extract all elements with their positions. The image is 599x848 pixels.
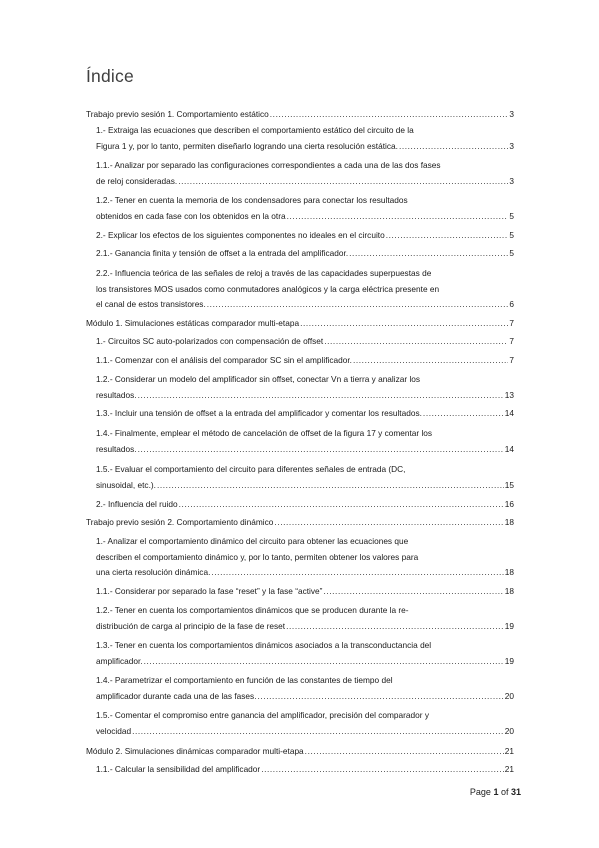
toc-entry-line: 2.2.- Influencia teórica de las señales de reloj a través de las capacidades superpuestas de [96,268,432,278]
toc-dot-leader [287,209,509,225]
toc-entry-text: 1.1.- Considerar por separado la fase “reset” y la fase “active” [96,586,323,596]
toc-entry-line: 1.5.- Comentar el compromiso entre ganancia del amplificador, precisión del comparador y [96,710,429,720]
toc-entry[interactable] [96,426,514,457]
toc-page-number: 19 [504,620,514,631]
toc-dot-leader [300,316,508,332]
toc-dot-leader [399,139,508,155]
footer-prefix: Page [469,787,494,797]
toc-entry[interactable] [96,246,514,262]
toc-entry-line: 1.2.- Considerar un modelo del amplificador sin offset, conectar Vn a tierra y analizar los [96,374,421,384]
toc-entry[interactable] [86,515,514,531]
toc-entry-line: 1.4.- Parametrizar el comportamiento en función de las constantes de tiempo del [96,675,393,685]
page-number-footer [470,787,521,797]
toc-page-number: 21 [504,746,514,756]
toc-dot-leader [132,724,504,740]
toc-page-number: 18 [504,517,514,527]
toc-dot-leader [323,584,503,600]
toc-entry-line: 1.3.- Tener en cuenta los comportamientos dinámicos asociados a la transconductancia del [96,640,432,650]
toc-entry[interactable] [86,107,514,123]
toc-entry[interactable] [96,193,514,224]
toc-dot-leader [349,246,508,262]
toc-entry-text: amplificador durante cada una de las fases. [96,690,257,701]
toc-dot-leader [144,654,504,670]
toc-page-number: 18 [504,567,514,577]
toc-page-number: 20 [504,690,514,701]
toc-entry-text: de reloj consideradas. [96,175,178,186]
toc-page-number: 5 [509,248,514,258]
toc-entry-text: Módulo 1. Simulaciones estáticas comparador multi-etapa [86,318,300,328]
toc-dot-leader [386,228,509,244]
toc-entry-line: 1.4.- Finalmente, emplear el método de cancelación de offset de la figura 17 y comentar los [96,428,433,438]
toc-dot-leader [270,107,509,123]
toc-entry[interactable] [96,584,514,600]
toc-entry[interactable] [96,266,514,313]
toc-dot-leader [207,297,509,313]
toc-entry-text: 1.3.- Incluir una tensión de offset a la entrada del amplificador y comentar los resultados. [96,408,422,418]
toc-dot-leader [258,689,504,705]
toc-page-number: 13 [504,389,514,400]
toc-entry-line: 1.2.- Tener en cuenta la memoria de los condensadores para conectar los resultados [96,195,408,205]
toc-dot-leader [178,174,508,190]
toc-entry[interactable] [96,603,514,634]
toc-entry-text: 1.1.- Calcular la sensibilidad del amplificador [96,764,261,774]
toc-entry-text: Trabajo previo sesión 2. Comportamiento dinámico [86,517,274,527]
toc-dot-leader [211,565,503,581]
toc-entry-text: 1.1.- Comenzar con el análisis del comparador SC sin el amplificador. [96,355,352,365]
toc-entry-text: resultados. [96,443,137,454]
toc-dot-leader [138,388,504,404]
toc-entry[interactable] [96,123,514,154]
toc-page-number: 15 [504,479,514,490]
footer-current-page: 1 [493,787,499,797]
toc-dot-leader [286,619,504,635]
toc-entry-text: una cierta resolución dinámica. [96,567,211,577]
toc-dot-leader [423,406,504,422]
toc-dot-leader [157,478,504,494]
toc-dot-leader [324,334,508,350]
toc-entry-text: el canal de estos transistores. [96,299,206,309]
toc-entry-line: 1.- Analizar el comportamiento dinámico del circuito para obtener las ecuaciones que [96,536,409,546]
toc-entry-text: distribución de carga al principio de la fase de reset [96,620,286,631]
toc-entry[interactable] [96,334,514,350]
toc-page-number: 7 [509,355,514,365]
toc-entry-line: 1.5.- Evaluar el comportamiento del circuito para diferentes señales de entrada (DC, [96,464,406,474]
toc-page-number: 3 [509,140,514,151]
toc-page-number: 7 [509,336,514,346]
toc-entry-text: amplificador. [96,655,143,666]
toc-page-number: 19 [504,655,514,666]
toc-entry-text: 2.1.- Ganancia finita y tensión de offset a la entrada del amplificador. [96,248,349,258]
toc-entry[interactable] [96,673,514,704]
toc-entry[interactable] [86,316,514,332]
toc-page-number: 18 [504,586,514,596]
toc-entry-text: resultados. [96,389,137,400]
toc-entry-text: 1.- Circuitos SC auto-polarizados con compensación de offset [96,336,324,346]
toc-page-number: 21 [504,764,514,774]
toc-page-number: 14 [504,408,514,418]
toc-dot-leader [305,744,504,760]
toc-entry-text: 2.- Explicar los efectos de los siguientes componentes no ideales en el circuito [96,230,385,240]
toc-entry-line: describen el comportamiento dinámico y, por lo tanto, permiten obtener los valores para [96,551,419,562]
toc-entry[interactable] [96,228,514,244]
toc-page-number: 3 [509,109,514,119]
toc-entry[interactable] [96,762,514,778]
toc-entry[interactable] [96,638,514,669]
toc-dot-leader [274,515,503,531]
toc-page-number: 6 [509,299,514,309]
toc-entry[interactable] [86,744,514,760]
footer-separator: of [498,787,511,797]
toc-entry-text: 2.- Influencia del ruido [96,499,178,509]
toc-entry-line: los transistores MOS usados como conmutadores analógicos y la carga eléctrica presente en [96,283,440,294]
toc-page-number: 5 [509,230,514,240]
toc-entry[interactable] [96,462,514,493]
toc-entry[interactable] [96,708,514,739]
toc-page-number: 20 [504,725,514,736]
toc-entry[interactable] [96,534,514,581]
toc-entry[interactable] [96,406,514,422]
toc-entry[interactable] [96,372,514,403]
toc-dot-leader [353,353,508,369]
toc-page-number: 5 [509,210,514,221]
toc-entry-text: velocidad [96,725,132,736]
toc-entry[interactable] [96,497,514,513]
toc-page-number: 7 [509,318,514,328]
toc-dot-leader [138,442,504,458]
toc-entry-text: sinusoidal, etc.). [96,479,156,490]
toc-entry-text: obtenidos en cada fase con los obtenidos en la otra [96,210,286,221]
toc-entry[interactable] [96,353,514,369]
toc-entry[interactable] [96,158,514,189]
toc-entry-text: Trabajo previo sesión 1. Comportamiento estático [86,109,269,119]
footer-total-pages: 31 [510,787,521,797]
toc-page-number: 16 [504,499,514,509]
toc-dot-leader [179,497,504,513]
toc-page-number: 14 [504,443,514,454]
toc-entry-line: 1.1.- Analizar por separado las configuraciones correspondientes a cada una de las dos fases [96,160,441,170]
toc-entry-line: 1.- Extraiga las ecuaciones que describen el comportamiento estático del circuito de la [96,125,414,135]
toc-entry-text: Módulo 2. Simulaciones dinámicas comparador multi-etapa [86,746,304,756]
toc-heading: Índice [86,66,134,86]
toc-dot-leader [261,762,504,778]
toc-entry-text: Figura 1 y, por lo tanto, permiten diseñarlo logrando una cierta resolución estática. [96,140,398,151]
toc-entry-line: 1.2.- Tener en cuenta los comportamientos dinámicos que se producen durante la re- [96,605,409,615]
toc-page-number: 3 [509,175,514,186]
